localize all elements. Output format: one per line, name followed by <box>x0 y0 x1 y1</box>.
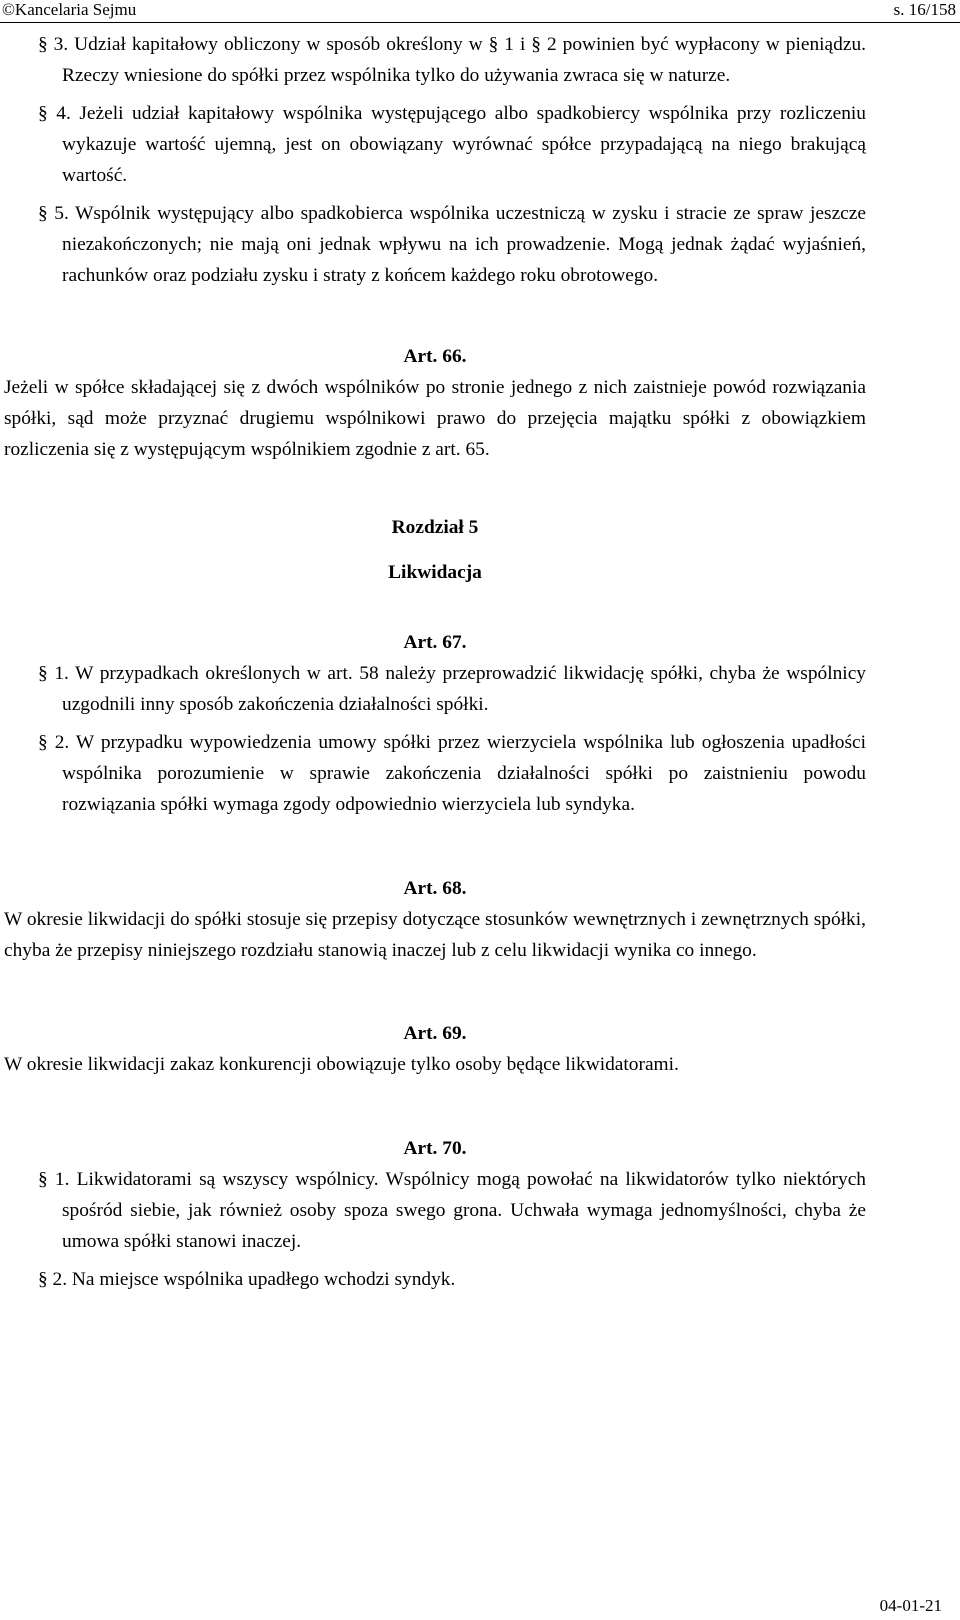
copyright-label: ©Kancelaria Sejmu <box>2 0 137 19</box>
paragraph-67-2: § 2. W przypadku wypowiedzenia umowy spółki przez wierzyciela wspólnika lub ogłoszenia upadłości wspólnika porozumienie w sprawie zakończenia działalności spółki po zaistnieniu powodu rozwiązania spółki wymaga zgody odpowiednio wierzyciela lub syndyka. <box>38 732 866 815</box>
spacer <box>4 827 866 873</box>
paragraph-65-3: § 3. Udział kapitałowy obliczony w sposób określony w § 1 i § 2 powinien być wypłacony w pieniądzu. Rzeczy wniesione do spółki przez wspólnika tylko do używania zwraca się w naturze. <box>38 34 866 86</box>
paragraph-70-2: § 2. Na miejsce wspólnika upadłego wchodzi syndyk. <box>38 1269 456 1290</box>
article-heading-69: Art. 69. <box>403 1023 467 1044</box>
spacer <box>4 588 866 627</box>
article-heading-66: Art. 66. <box>403 346 467 367</box>
paragraph-67-1: § 1. W przypadkach określonych w art. 58 należy przeprowadzić likwidację spółki, chyba że wspólnicy uzgodnili inny sposób zakończenia działalności spółki. <box>38 663 866 715</box>
header-divider <box>0 22 960 23</box>
spacer <box>4 973 866 1018</box>
footer-date: 04-01-21 <box>879 1596 942 1615</box>
chapter-title: Likwidacja <box>388 562 482 583</box>
chapter-heading: Rozdział 5 <box>391 517 479 538</box>
paragraph-65-5: § 5. Wspólnik występujący albo spadkobierca wspólnika uczestniczą w zysku i stracie ze spraw jeszcze niezakończonych; nie mają oni jednak wpływu na ich prowadzenie. Mogą jednak żądać wyjaśnień, rachunków oraz podziału zysku i straty z końcem każdego roku obrotowego. <box>38 203 866 286</box>
spacer <box>4 1087 866 1133</box>
paragraph-65-4: § 4. Jeżeli udział kapitałowy wspólnika występującego albo spadkobiercy wspólnika przy rozliczeniu wykazuje wartość ujemną, jest on obowiązany wyrównać spółce przypadającą na niego brakującą wartość. <box>38 103 866 186</box>
article-heading-67: Art. 67. <box>403 632 467 653</box>
article-heading-68: Art. 68. <box>403 878 467 899</box>
paragraph-66: Jeżeli w spółce składającej się z dwóch wspólników po stronie jednego z nich zaistnieje powód rozwiązania spółki, sąd może przyznać drugiemu wspólnikowi prawo do przejęcia majątku spółki z obowiązkiem rozliczenia się z występującym wspólnikiem zgodnie z art. 65. <box>4 377 866 460</box>
page-header <box>0 0 960 22</box>
spacer <box>4 472 866 512</box>
document-body <box>4 29 866 1302</box>
page-number: s. 16/158 <box>893 0 956 19</box>
paragraph-68: W okresie likwidacji do spółki stosuje się przepisy dotyczące stosunków wewnętrznych i zewnętrznych spółki, chyba że przepisy niniejszego rozdziału stanowią inaczej lub z celu likwidacji wynika co innego. <box>4 909 866 961</box>
spacer <box>4 298 866 341</box>
article-heading-70: Art. 70. <box>403 1138 467 1159</box>
paragraph-70-1: § 1. Likwidatorami są wszyscy wspólnicy. Wspólnicy mogą powołać na likwidatorów tylko niektórych spośród siebie, jak również osoby spoza swego grona. Uchwała wymaga jednomyślności, chyba że umowa spółki stanowi inaczej. <box>38 1169 866 1252</box>
paragraph-69: W okresie likwidacji zakaz konkurencji obowiązuje tylko osoby będące likwidatorami. <box>4 1054 679 1075</box>
